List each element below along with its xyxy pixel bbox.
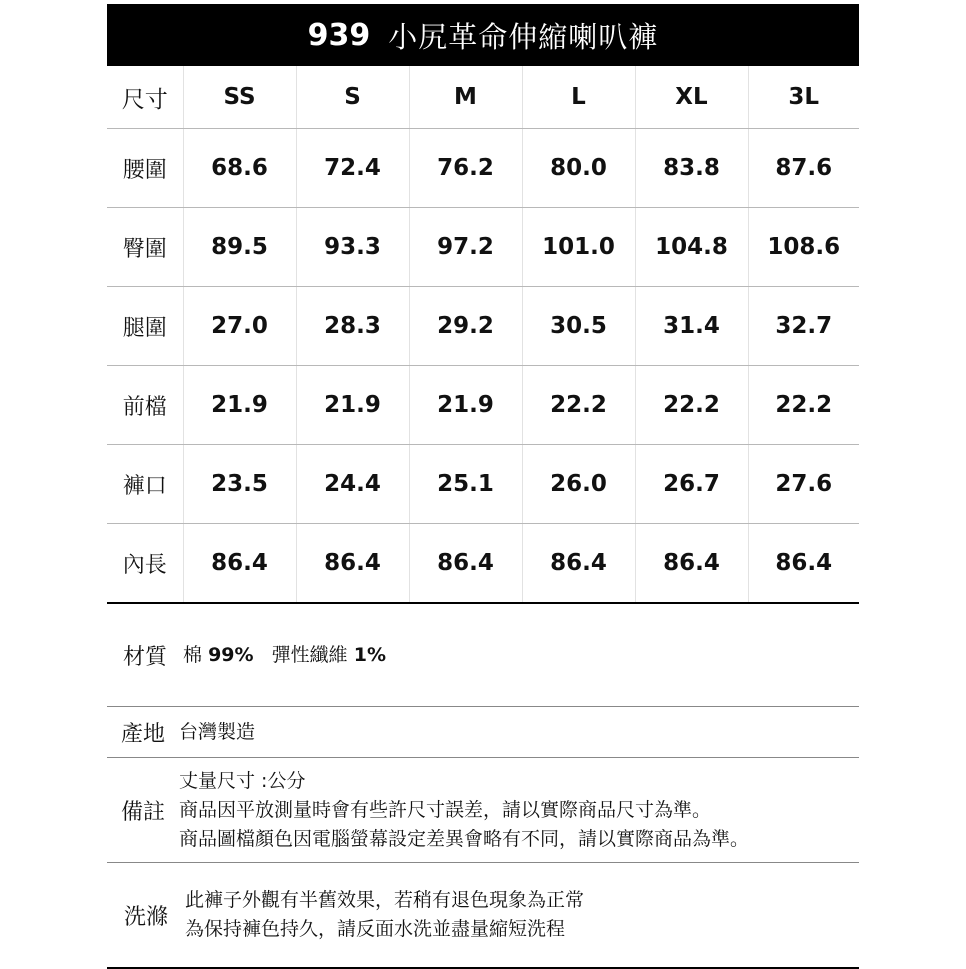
origin-value: 台灣製造: [179, 720, 256, 743]
table-cell: 29.2: [409, 287, 522, 366]
table-cell: 86.4: [635, 524, 748, 604]
header-cell: 尺寸: [107, 66, 183, 129]
header-cell: S: [296, 66, 409, 129]
size-header-row: [107, 66, 859, 129]
row-label: 前檔: [107, 366, 183, 445]
row-label: 內長: [107, 524, 183, 604]
elastic-percent: 1%: [353, 643, 386, 666]
table-cell: 86.4: [409, 524, 522, 604]
table-cell: 104.8: [635, 208, 748, 287]
row-label: 臀圍: [107, 208, 183, 287]
table-cell: 87.6: [748, 129, 859, 208]
table-row: [107, 208, 859, 287]
table-row: [107, 287, 859, 366]
washing-label: 洗滌: [123, 904, 168, 930]
table-row: [107, 129, 859, 208]
notes-line: 商品因平放測量時會有些許尺寸誤差，請以實際商品尺寸為準。: [179, 798, 712, 821]
title-bar: [107, 4, 859, 66]
material-value: [183, 641, 386, 670]
notes-row: [107, 758, 859, 863]
notes-body: [179, 767, 749, 854]
table-row: [107, 366, 859, 445]
header-cell: M: [409, 66, 522, 129]
table-cell: 22.2: [748, 366, 859, 445]
material-row: [107, 604, 859, 707]
header-cell: SS: [183, 66, 296, 129]
material-label: 材質: [122, 644, 167, 670]
table-cell: 89.5: [183, 208, 296, 287]
table-cell: 68.6: [183, 129, 296, 208]
notes-line: 丈量尺寸 :公分: [179, 769, 306, 792]
row-label: 褲口: [107, 445, 183, 524]
cotton-name: 棉: [183, 643, 203, 666]
table-cell: 26.0: [522, 445, 635, 524]
table-cell: 25.1: [409, 445, 522, 524]
row-label: 腰圍: [107, 129, 183, 208]
notes-label: 備註: [120, 799, 165, 825]
washing-line: 為保持褲色持久，請反面水洗並盡量縮短洗程: [185, 918, 566, 940]
cotton-percent: 99%: [208, 643, 254, 666]
table-cell: 27.6: [748, 445, 859, 524]
table-cell: 24.4: [296, 445, 409, 524]
origin-row: [107, 707, 859, 758]
table-cell: 27.0: [183, 287, 296, 366]
table-row: [107, 445, 859, 524]
table-cell: 86.4: [748, 524, 859, 604]
header-cell: L: [522, 66, 635, 129]
table-row: [107, 524, 859, 604]
header-cell: 3L: [748, 66, 859, 129]
product-name: 小尻革命伸縮喇叭褲: [388, 19, 659, 54]
table-cell: 80.0: [522, 129, 635, 208]
size-table: [107, 66, 859, 604]
table-cell: 26.7: [635, 445, 748, 524]
origin-label: 產地: [120, 721, 165, 747]
notes-line: 商品圖檔顏色因電腦螢幕設定差異會略有不同，請以實際商品為準。: [179, 827, 750, 850]
table-cell: 30.5: [522, 287, 635, 366]
table-cell: 22.2: [522, 366, 635, 445]
header-cell: XL: [635, 66, 748, 129]
table-cell: 31.4: [635, 287, 748, 366]
washing-body: [185, 886, 584, 944]
table-cell: 23.5: [183, 445, 296, 524]
table-cell: 86.4: [183, 524, 296, 604]
table-cell: 21.9: [409, 366, 522, 445]
table-cell: 86.4: [522, 524, 635, 604]
row-label: 腿圍: [107, 287, 183, 366]
table-cell: 21.9: [183, 366, 296, 445]
size-chart-sheet: [107, 4, 859, 969]
elastic-name: 彈性纖維: [271, 643, 348, 666]
table-cell: 97.2: [409, 208, 522, 287]
table-cell: 32.7: [748, 287, 859, 366]
washing-row: [107, 863, 859, 969]
table-cell: 93.3: [296, 208, 409, 287]
washing-line: 此褲子外觀有半舊效果，若稍有退色現象為正常: [185, 889, 585, 911]
table-cell: 72.4: [296, 129, 409, 208]
table-cell: 86.4: [296, 524, 409, 604]
table-cell: 101.0: [522, 208, 635, 287]
table-cell: 22.2: [635, 366, 748, 445]
table-cell: 108.6: [748, 208, 859, 287]
table-cell: 28.3: [296, 287, 409, 366]
table-cell: 83.8: [635, 129, 748, 208]
product-code: 939: [307, 17, 371, 53]
table-cell: 21.9: [296, 366, 409, 445]
table-cell: 76.2: [409, 129, 522, 208]
